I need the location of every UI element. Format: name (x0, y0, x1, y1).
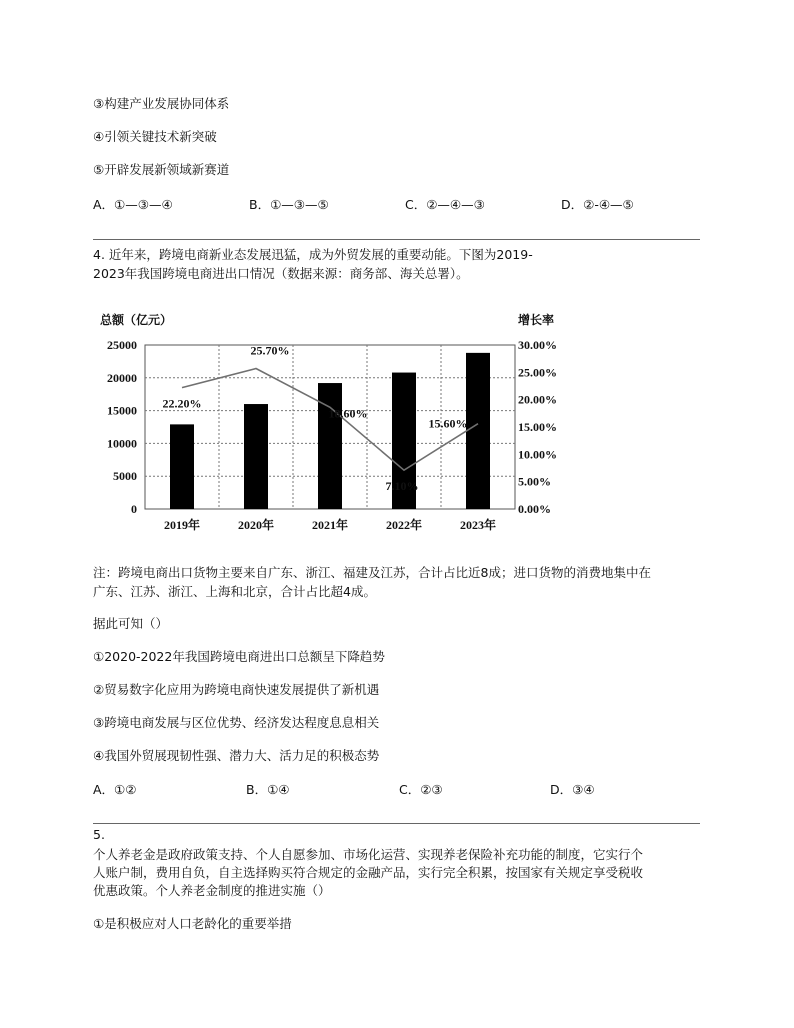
data-label: 15.60% (428, 416, 468, 431)
y2-tick-label: 25.00% (518, 365, 557, 380)
divider (93, 823, 700, 824)
q5-number: 5. (93, 827, 105, 842)
y-axis-label: 总额（亿元） (100, 313, 173, 327)
q3-option-b[interactable]: B．①—③—⑤ (249, 197, 329, 212)
y-ticks (107, 338, 137, 516)
divider (93, 239, 700, 240)
bar (170, 424, 194, 509)
q4-note-line-2: 广东、江苏、浙江、上海和北京，合计占比超4成。 (93, 584, 376, 599)
bar (318, 383, 342, 509)
bar (466, 353, 490, 509)
q3-item-5: ⑤开辟发展新领域新赛道 (93, 162, 230, 177)
data-label: 7.10% (385, 479, 419, 494)
trade-chart (90, 304, 590, 546)
x-tick-label: 2022年 (385, 518, 423, 532)
y2-ticks (518, 338, 557, 516)
y-tick-label: 5000 (113, 469, 137, 484)
q4-stem-line-2: 2023年我国跨境电商进出口情况（数据来源：商务部、海关总署）。 (93, 266, 469, 281)
q4-prompt: 据此可知（） (93, 616, 169, 631)
y-tick-label: 25000 (107, 338, 137, 352)
y2-tick-label: 0.00% (518, 502, 551, 516)
x-tick-label: 2019年 (163, 518, 201, 532)
q4-option-a[interactable]: A．①② (93, 782, 137, 797)
q3-options (93, 195, 713, 213)
x-tick-label: 2021年 (311, 518, 349, 532)
q4-option-b[interactable]: B．①④ (246, 782, 290, 797)
q3-item-3: ③构建产业发展协同体系 (93, 96, 230, 111)
q4-item-4: ④我国外贸展现韧性强、潜力大、活力足的积极态势 (93, 748, 380, 763)
q4-option-c[interactable]: C．②③ (399, 782, 443, 797)
x-tick-label: 2023年 (459, 518, 497, 532)
q5-stem-line-2: 人账户制，费用自负，自主选择购买符合规定的金融产品，实行完全积累，按国家有关规定享受税收 (93, 865, 644, 880)
data-label: 22.20% (162, 396, 202, 411)
y2-tick-label: 15.00% (518, 420, 557, 434)
q3-item-4: ④引领关键技术新突破 (93, 129, 217, 144)
q4-item-3: ③跨境电商发展与区位优势、经济发达程度息息相关 (93, 715, 380, 730)
y-tick-label: 20000 (107, 370, 137, 385)
data-label: 25.70% (250, 343, 290, 358)
q4-item-1: ①2020-2022年我国跨境电商进出口总额呈下降趋势 (93, 649, 385, 664)
q5-stem-line-3: 优惠政策。个人养老金制度的推进实施（） (93, 883, 331, 898)
y2-axis-label: 增长率 (518, 313, 555, 327)
y2-tick-label: 10.00% (518, 447, 557, 462)
y-tick-label: 10000 (107, 436, 137, 451)
q4-options (93, 780, 713, 798)
q4-item-2: ②贸易数字化应用为跨境电商快速发展提供了新机遇 (93, 682, 380, 697)
q4-stem-line-1: 4. 近年来，跨境电商新业态发展迅猛，成为外贸发展的重要动能。下图为2019- (93, 247, 533, 262)
bars (170, 353, 490, 509)
q3-option-c[interactable]: C．②—④—③ (405, 197, 485, 212)
q3-option-a[interactable]: A．①—③—④ (93, 197, 173, 212)
q5-item-1: ①是积极应对人口老龄化的重要举措 (93, 916, 292, 931)
data-label: 18.60% (328, 406, 368, 421)
q4-option-d[interactable]: D．③④ (550, 782, 595, 797)
x-tick-label: 2020年 (237, 518, 275, 532)
x-ticks (164, 517, 496, 532)
y2-tick-label: 5.00% (518, 474, 551, 489)
y-tick-label: 0 (131, 502, 137, 516)
q4-note-line-1: 注：跨境电商出口货物主要来自广东、浙江、福建及江苏，合计占比近8成；进口货物的消费地集中在 (93, 565, 651, 580)
y2-tick-label: 30.00% (518, 338, 557, 352)
y2-tick-label: 20.00% (518, 392, 557, 407)
q3-option-d[interactable]: D．②-④—⑤ (561, 197, 634, 212)
bar (244, 404, 268, 509)
q5-stem-line-1: 个人养老金是政府政策支持、个人自愿参加、市场化运营、实现养老保险补充功能的制度，它实行个 (93, 847, 644, 862)
y-tick-label: 15000 (107, 403, 137, 418)
